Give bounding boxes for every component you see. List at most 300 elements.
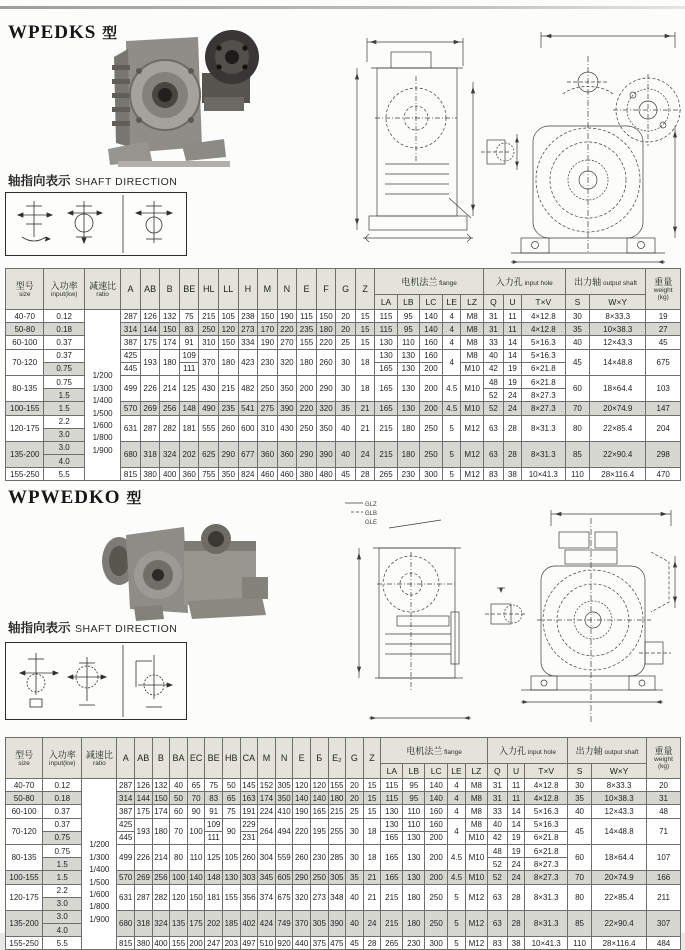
data-cell: 103: [646, 375, 681, 401]
data-cell: 282: [152, 884, 170, 910]
data-cell: 755: [199, 468, 219, 481]
model-type-suffix: 型: [102, 26, 118, 42]
data-cell: M8: [461, 336, 483, 349]
data-cell: 229: [240, 818, 258, 831]
data-cell: 250: [419, 441, 442, 467]
data-cell: 282: [160, 415, 180, 441]
page-title-wpwedko: [8, 487, 141, 509]
wpedks-dimension-table: [5, 268, 681, 481]
data-cell: 50: [222, 779, 240, 792]
data-cell: 380: [140, 468, 160, 481]
output-shaft-header: 出力轴 output shaft: [568, 738, 647, 764]
data-cell: 115: [297, 310, 317, 323]
data-cell: 174: [160, 336, 180, 349]
data-cell: 202: [205, 910, 223, 936]
data-cell: 247: [205, 937, 223, 950]
data-cell: 25: [336, 336, 356, 349]
data-cell: 180: [160, 349, 180, 375]
input-power-value: 1.5: [44, 402, 84, 415]
data-cell: 24: [507, 858, 525, 871]
data-cell: 215: [328, 805, 346, 818]
data-cell: 28: [355, 468, 375, 481]
data-cell: 130: [381, 805, 403, 818]
data-cell: 11: [507, 792, 525, 805]
data-cell: 220: [316, 336, 336, 349]
input-power-value: 0.75: [44, 362, 84, 375]
data-cell: 63: [487, 910, 507, 936]
input-power-value: 4.0: [43, 924, 82, 937]
data-cell: 215: [375, 441, 397, 467]
sub-header: LA: [375, 295, 397, 310]
input-power-value: 0.37: [44, 349, 84, 362]
data-cell: 425: [121, 349, 141, 362]
data-cell: M8: [461, 349, 483, 362]
data-cell: 305: [310, 910, 328, 936]
sub-header: LZ: [465, 764, 487, 779]
dim-header: CA: [240, 738, 258, 779]
data-cell: 680: [121, 441, 141, 467]
data-cell: 273: [310, 884, 328, 910]
data-cell: 135: [170, 910, 188, 936]
data-cell: 430: [277, 415, 297, 441]
data-cell: 5: [448, 910, 466, 936]
data-cell: 105: [222, 844, 240, 870]
data-cell: 148: [179, 402, 199, 415]
data-cell: 10×38.3: [590, 323, 646, 336]
data-cell: 35: [336, 402, 356, 415]
ratio-header: 减速比 ratio: [84, 269, 120, 310]
data-cell: 120: [293, 779, 311, 792]
data-cell: 150: [187, 884, 205, 910]
data-cell: 204: [646, 415, 681, 441]
data-cell: 285: [328, 844, 346, 870]
data-cell: 10×38.3: [592, 792, 647, 805]
data-cell: 71: [647, 818, 681, 844]
data-cell: 10×41.3: [525, 937, 568, 950]
data-cell: 45: [646, 336, 681, 349]
product-photo-wpedks: [98, 27, 270, 170]
data-cell: 390: [277, 402, 297, 415]
data-cell: 256: [152, 871, 170, 884]
data-cell: 920: [275, 937, 293, 950]
row-size: 40-70: [6, 779, 43, 792]
data-cell: 52: [487, 871, 507, 884]
shaft-direction-en: SHAFT DIRECTION: [74, 176, 178, 188]
data-cell: 126: [135, 779, 153, 792]
data-cell: M10: [465, 871, 487, 884]
data-cell: 300: [419, 468, 442, 481]
data-cell: 19: [646, 310, 681, 323]
data-cell: 110: [397, 336, 419, 349]
data-cell: 28: [504, 441, 522, 467]
row-size: 155-250: [6, 937, 43, 950]
data-cell: 40: [336, 441, 356, 467]
input-power-value: 0.37: [43, 818, 82, 831]
data-cell: 48: [647, 805, 681, 818]
data-cell: 109: [205, 818, 223, 831]
data-cell: 22×85.4: [590, 415, 646, 441]
data-cell: 12×43.3: [590, 336, 646, 349]
data-cell: M8: [461, 323, 483, 336]
data-cell: 38: [504, 468, 522, 481]
data-cell: 250: [258, 375, 278, 401]
data-cell: 160: [419, 349, 442, 362]
sub-header: Q: [487, 764, 507, 779]
data-cell: 140: [425, 779, 448, 792]
sub-header: LE: [442, 295, 461, 310]
data-cell: 52: [487, 858, 507, 871]
input-power-value: 0.75: [43, 831, 82, 844]
data-cell: 185: [222, 910, 240, 936]
data-cell: 85: [568, 910, 592, 936]
data-cell: 4: [448, 805, 466, 818]
data-cell: 20: [647, 779, 681, 792]
data-cell: 130: [222, 871, 240, 884]
data-cell: 28: [507, 884, 525, 910]
data-cell: 150: [258, 310, 278, 323]
data-cell: 95: [397, 323, 419, 336]
sub-header: S: [565, 295, 589, 310]
data-cell: 24: [504, 389, 522, 402]
data-cell: 8×31.3: [525, 884, 568, 910]
data-cell: 18: [363, 844, 381, 870]
dim-header: A: [117, 738, 135, 779]
dim-header: E₂: [328, 738, 346, 779]
data-cell: 631: [117, 884, 135, 910]
data-cell: 541: [238, 402, 258, 415]
data-cell: 150: [316, 310, 336, 323]
data-cell: 125: [205, 844, 223, 870]
data-cell: 83: [179, 323, 199, 336]
data-cell: 19: [504, 375, 522, 388]
dim-header: BE: [205, 738, 223, 779]
data-cell: 165: [381, 831, 403, 844]
row-size: 120-175: [6, 415, 44, 441]
data-cell: 40: [346, 910, 364, 936]
dim-header: E: [293, 738, 311, 779]
data-cell: 42: [483, 362, 503, 375]
data-cell: M8: [465, 805, 487, 818]
data-cell: 80: [565, 415, 589, 441]
data-cell: 110: [568, 937, 592, 950]
data-cell: 275: [258, 402, 278, 415]
motor-flange-header: 电机法兰 flange: [381, 738, 488, 764]
sub-header: LC: [419, 295, 442, 310]
dim-header: Б: [310, 738, 328, 779]
data-cell: 40: [336, 415, 356, 441]
dim-header: G: [336, 269, 356, 310]
data-cell: 70: [565, 402, 589, 415]
data-cell: 211: [647, 884, 681, 910]
data-cell: 445: [121, 362, 141, 375]
data-cell: 95: [403, 792, 425, 805]
motor-flange-header: 电机法兰 flange: [375, 269, 483, 295]
size-header: 型号 size: [6, 269, 44, 310]
data-cell: 200: [419, 375, 442, 401]
input-power-value: 0.18: [43, 792, 82, 805]
data-cell: M12: [465, 910, 487, 936]
data-cell: M10: [461, 402, 483, 415]
dim-header: M: [258, 269, 278, 310]
input-power-header: 入功率 input(kw): [44, 269, 84, 310]
data-cell: 130: [397, 375, 419, 401]
data-cell: 4: [442, 336, 461, 349]
data-cell: 109: [179, 349, 199, 362]
data-cell: 111: [179, 362, 199, 375]
data-cell: M12: [465, 937, 487, 950]
dim-header: EC: [187, 738, 205, 779]
data-cell: 150: [219, 336, 239, 349]
data-cell: 115: [375, 323, 397, 336]
data-cell: 175: [140, 336, 160, 349]
ratio-list-cell: 1/200 1/300 1/400 1/500 1/600 1/800 1/900: [84, 310, 120, 481]
drawing-label-glb: GLB: [365, 511, 378, 517]
input-power-value: 1.5: [44, 389, 84, 402]
dim-header: A: [121, 269, 141, 310]
data-cell: 14: [504, 349, 522, 362]
data-cell: 45: [336, 468, 356, 481]
data-cell: 190: [258, 336, 278, 349]
data-cell: 318: [140, 441, 160, 467]
data-cell: 230: [258, 349, 278, 375]
data-cell: 20: [346, 779, 364, 792]
dim-header: Z: [363, 738, 381, 779]
data-cell: 166: [647, 871, 681, 884]
data-cell: 165: [375, 402, 397, 415]
data-cell: 356: [240, 884, 258, 910]
data-cell: 255: [328, 818, 346, 844]
data-cell: M12: [465, 884, 487, 910]
data-cell: 5: [448, 884, 466, 910]
data-cell: 290: [293, 871, 311, 884]
data-cell: 63: [483, 441, 503, 467]
data-cell: 226: [135, 844, 153, 870]
data-cell: 287: [121, 310, 141, 323]
data-cell: 250: [425, 910, 448, 936]
data-cell: 80: [170, 844, 188, 870]
data-cell: M10: [465, 831, 487, 844]
data-cell: 35: [565, 323, 589, 336]
data-cell: 14: [507, 818, 525, 831]
data-cell: 4: [442, 349, 461, 375]
sub-header: U: [507, 764, 525, 779]
data-cell: 4.5: [448, 871, 466, 884]
data-cell: M10: [461, 362, 483, 375]
data-cell: 140: [187, 871, 205, 884]
data-cell: 677: [238, 441, 258, 467]
row-size: 100-155: [6, 402, 44, 415]
data-cell: 115: [381, 792, 403, 805]
data-cell: 231: [240, 831, 258, 844]
data-cell: 180: [328, 792, 346, 805]
data-cell: 165: [375, 375, 397, 401]
data-cell: 120: [310, 779, 328, 792]
data-cell: M8: [465, 792, 487, 805]
shaft-direction-label: [8, 618, 177, 637]
data-cell: 165: [381, 871, 403, 884]
data-cell: 215: [219, 375, 239, 401]
data-cell: 4×12.8: [525, 779, 568, 792]
data-cell: 387: [121, 336, 141, 349]
data-cell: 20: [336, 310, 356, 323]
data-cell: 8×27.3: [525, 871, 568, 884]
data-cell: 20×74.9: [590, 402, 646, 415]
data-cell: 140: [310, 792, 328, 805]
data-cell: 180: [397, 441, 419, 467]
data-cell: 300: [425, 937, 448, 950]
data-cell: 215: [381, 884, 403, 910]
data-cell: 181: [205, 884, 223, 910]
data-cell: 42: [487, 831, 507, 844]
data-cell: 270: [277, 336, 297, 349]
data-cell: 75: [205, 779, 223, 792]
data-cell: 214: [152, 844, 170, 870]
data-cell: 200: [187, 937, 205, 950]
data-cell: 132: [160, 310, 180, 323]
scan-artifact-line: [0, 6, 685, 9]
data-cell: 605: [275, 871, 293, 884]
data-cell: 200: [425, 831, 448, 844]
input-power-value: 2.2: [44, 415, 84, 428]
data-cell: 40: [170, 779, 188, 792]
data-cell: 60: [565, 375, 589, 401]
data-cell: 370: [293, 910, 311, 936]
dim-header: BA: [170, 738, 188, 779]
data-cell: 191: [240, 805, 258, 818]
data-cell: 5: [442, 415, 461, 441]
table-row: [6, 779, 681, 792]
data-cell: 48: [483, 375, 503, 388]
data-cell: 160: [425, 818, 448, 831]
data-cell: 90: [222, 818, 240, 844]
data-cell: 152: [258, 779, 276, 792]
data-cell: 181: [179, 415, 199, 441]
data-cell: 28: [507, 910, 525, 936]
row-size: 100-155: [6, 871, 43, 884]
data-cell: 4: [442, 323, 461, 336]
data-cell: 265: [381, 937, 403, 950]
data-cell: 18×64.4: [590, 375, 646, 401]
data-cell: 24: [355, 441, 375, 467]
data-cell: 348: [328, 884, 346, 910]
input-power-value: 3.0: [44, 428, 84, 441]
data-cell: 250: [297, 415, 317, 441]
data-cell: 83: [483, 468, 503, 481]
data-cell: 110: [187, 844, 205, 870]
data-cell: 25: [346, 805, 364, 818]
data-cell: 60: [170, 805, 188, 818]
data-cell: 52: [483, 402, 503, 415]
data-cell: 375: [310, 937, 328, 950]
dim-header: BE: [179, 269, 199, 310]
data-cell: 18×64.4: [592, 844, 647, 870]
data-cell: 14: [504, 336, 522, 349]
data-cell: 430: [199, 375, 219, 401]
data-cell: 160: [419, 336, 442, 349]
data-cell: 269: [140, 402, 160, 415]
data-cell: 15: [363, 792, 381, 805]
data-cell: 180: [397, 415, 419, 441]
data-cell: 675: [646, 349, 681, 375]
data-cell: 21: [355, 415, 375, 441]
data-cell: 33: [487, 805, 507, 818]
dim-header: N: [275, 738, 293, 779]
data-cell: 95: [397, 310, 419, 323]
dim-header: LL: [219, 269, 239, 310]
data-cell: 75: [222, 805, 240, 818]
data-cell: 40: [568, 805, 592, 818]
data-cell: 8×31.3: [525, 910, 568, 936]
data-cell: 12×43.3: [592, 805, 647, 818]
sub-header: U: [504, 295, 522, 310]
data-cell: 260: [240, 844, 258, 870]
data-cell: 250: [310, 871, 328, 884]
data-cell: 4×12.8: [521, 323, 565, 336]
data-cell: 200: [297, 375, 317, 401]
data-cell: 14×48.8: [592, 818, 647, 844]
data-cell: 815: [121, 468, 141, 481]
data-cell: 324: [152, 910, 170, 936]
data-cell: 30: [565, 310, 589, 323]
sub-header: S: [568, 764, 592, 779]
data-cell: 345: [258, 871, 276, 884]
data-cell: 18: [363, 818, 381, 844]
data-cell: 14: [507, 805, 525, 818]
data-cell: 120: [170, 884, 188, 910]
data-cell: M12: [461, 441, 483, 467]
data-cell: 24: [507, 871, 525, 884]
data-cell: 165: [310, 805, 328, 818]
data-cell: 6×21.8: [521, 375, 565, 388]
data-cell: 170: [258, 323, 278, 336]
data-cell: 52: [483, 389, 503, 402]
data-cell: 749: [275, 910, 293, 936]
data-cell: 203: [222, 937, 240, 950]
data-cell: 70: [568, 871, 592, 884]
data-cell: 165: [375, 362, 397, 375]
data-cell: 6×21.8: [521, 362, 565, 375]
data-cell: 4×12.8: [521, 310, 565, 323]
dim-header: HL: [199, 269, 219, 310]
data-cell: 148: [205, 871, 223, 884]
data-cell: 334: [238, 336, 258, 349]
data-cell: 140: [419, 323, 442, 336]
data-cell: M12: [461, 468, 483, 481]
data-cell: 180: [297, 349, 317, 375]
data-cell: 370: [199, 349, 219, 375]
data-cell: 230: [403, 937, 425, 950]
data-cell: 310: [258, 415, 278, 441]
data-cell: 91: [205, 805, 223, 818]
data-cell: 256: [160, 402, 180, 415]
data-cell: 5×16.3: [525, 805, 568, 818]
data-cell: 15: [355, 323, 375, 336]
data-cell: 298: [646, 441, 681, 467]
input-power-value: 5.5: [43, 937, 82, 950]
data-cell: 5: [448, 937, 466, 950]
data-cell: 220: [277, 323, 297, 336]
data-cell: 460: [277, 468, 297, 481]
data-cell: 45: [568, 818, 592, 844]
shaft-direction-diagram-wpwedko: [5, 642, 187, 720]
data-cell: 160: [425, 805, 448, 818]
data-cell: 190: [293, 805, 311, 818]
data-cell: 305: [275, 779, 293, 792]
data-cell: 40: [346, 884, 364, 910]
data-cell: 50: [170, 792, 188, 805]
data-cell: 48: [487, 844, 507, 857]
dim-header: H: [238, 269, 258, 310]
